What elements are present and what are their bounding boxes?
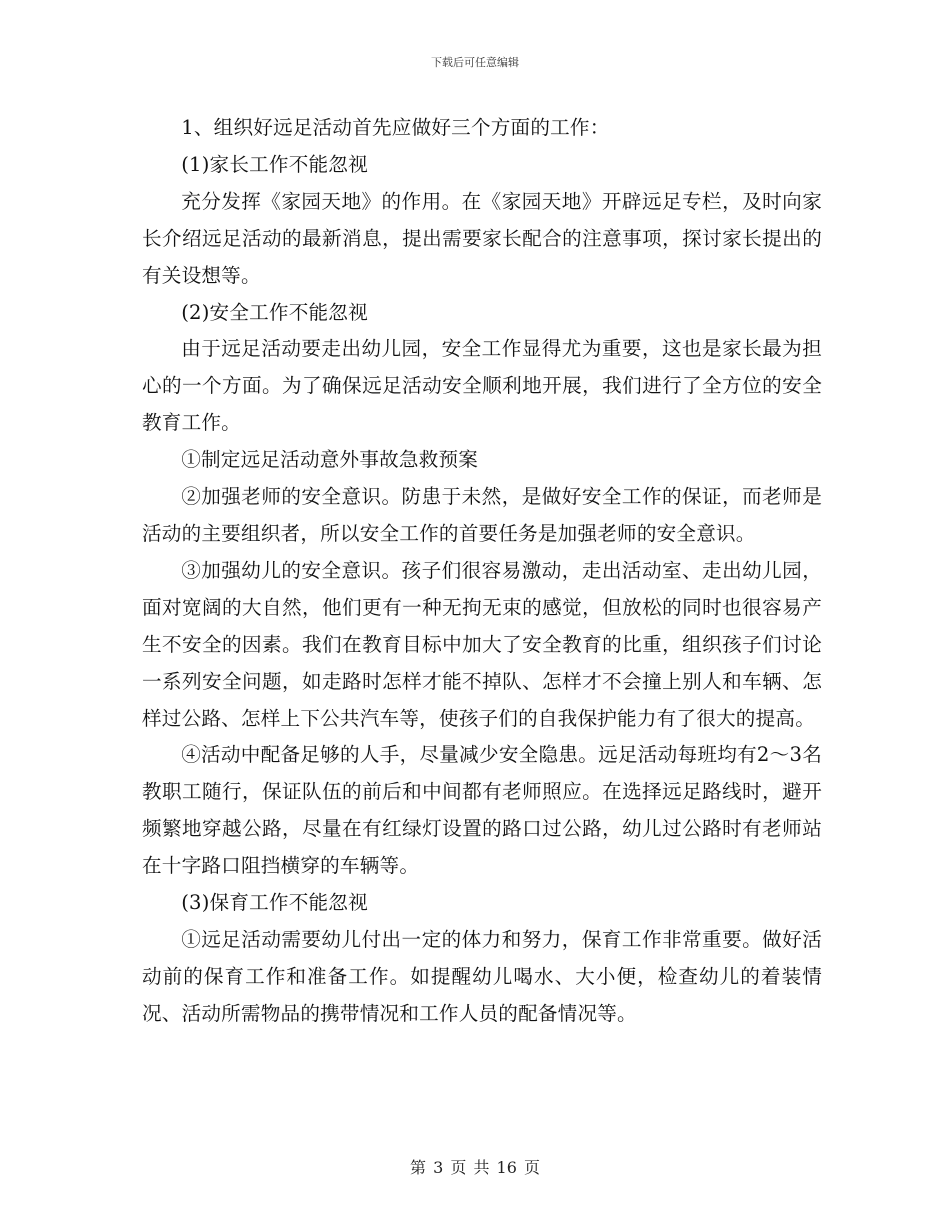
list-item-care-preparation: ①远足活动需要幼儿付出一定的体力和努力，保育工作非常重要。做好活动前的保育工作和准备工作。如提醒幼儿喝水、大小便，检查幼儿的着装情况、活动所需物品的携带情况和工作人员的配备情况等。 <box>142 927 822 1025</box>
list-item-teacher-safety: ②加强老师的安全意识。防患于未然，是做好安全工作的保证，而老师是活动的主要组织者，所以安全工作的首要任务是加强老师的安全意识。 <box>142 485 822 545</box>
subheading-safety-work: (2)安全工作不能忽视 <box>181 300 368 324</box>
subheading-care-work: (3)保育工作不能忽视 <box>181 891 368 915</box>
document-body <box>142 110 822 1033</box>
list-item-staffing: ④活动中配备足够的人手，尽量减少安全隐患。远足活动每班均有2～3名教职工随行，保证队伍的前后和中间都有老师照应。在选择远足路线时，避开频繁地穿越公路，尽量在有红绿灯设置的路口过公路，幼儿过公路时有老师站在十字路口阻挡横穿的车辆等。 <box>142 743 822 878</box>
list-item-emergency-plan: ①制定远足活动意外事故急救预案 <box>181 448 479 472</box>
paragraph-parent-work: 充分发挥《家园天地》的作用。在《家园天地》开辟远足专栏，及时向家长介绍远足活动的最新消息，提出需要家长配合的注意事项，探讨家长提出的有关设想等。 <box>142 189 822 287</box>
page-number-footer: 第 3 页 共 16 页 <box>410 1158 540 1177</box>
paragraph-safety-intro: 由于远足活动要走出幼儿园，安全工作显得尤为重要，这也是家长最为担心的一个方面。为了确保远足活动安全顺利地开展，我们进行了全方位的安全教育工作。 <box>142 337 822 435</box>
subheading-parent-work: (1)家长工作不能忽视 <box>181 152 368 176</box>
page-header: 下载后可任意编辑 <box>431 56 519 69</box>
list-item-child-safety: ③加强幼儿的安全意识。孩子们很容易激动，走出活动室、走出幼儿园，面对宽阔的大自然，他们更有一种无拘无束的感觉，但放松的同时也很容易产生不安全的因素。我们在教育目标中加大了安全教育的比重，组织孩子们讨论一系列安全问题，如走路时怎样才能不掉队、怎样才不会撞上别人和车辆、怎样过公路、怎样上下公共汽车等，使孩子们的自我保护能力有了很大的提高。 <box>142 558 822 730</box>
section-heading-1: 1、组织好远足活动首先应做好三个方面的工作： <box>181 116 610 139</box>
